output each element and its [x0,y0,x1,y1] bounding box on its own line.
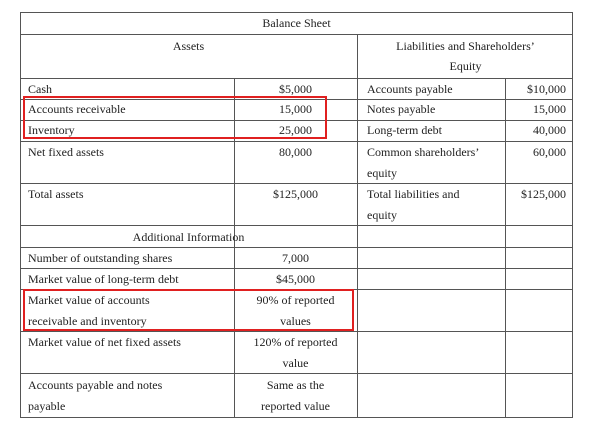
total-liabilities-label-line1: Total liabilities and [367,187,460,201]
highlight-market-value-ar-inventory [23,289,354,331]
additional-value: $45,000 [276,272,315,286]
asset-label: Accounts receivable [28,102,126,116]
liabilities-header-line2: Equity [449,59,482,73]
asset-value: 15,000 [279,102,312,116]
total-liabilities-value: $125,000 [521,187,566,201]
table-title: Balance Sheet [262,16,331,30]
additional-value-line1: 120% of reported [253,335,338,349]
equity-value: 60,000 [533,145,566,159]
grid-line [20,417,573,418]
asset-value: 25,000 [279,123,312,137]
additional-info-header: Additional Information [132,230,245,244]
additional-label-line1: Market value of accounts [28,293,150,307]
balance-sheet-table [20,12,573,418]
grid-line [20,34,573,35]
assets-header: Assets [172,39,205,53]
additional-value-line1: 90% of reported [256,293,335,307]
grid-line [20,12,573,13]
grid-line [20,78,573,79]
grid-line [20,331,573,332]
additional-label: Number of outstanding shares [28,251,173,265]
grid-line [20,247,573,248]
liability-value: $10,000 [527,82,566,96]
liabilities-header-line1: Liabilities and Shareholders’ [396,39,535,53]
additional-value-line1: Same as the [266,378,325,392]
liability-label: Notes payable [367,102,436,116]
additional-value-line2: value [282,356,309,370]
grid-line [357,34,358,418]
additional-label-line2: receivable and inventory [28,314,147,328]
equity-label-line2: equity [367,166,397,180]
total-assets-value: $125,000 [273,187,318,201]
asset-label: Cash [28,82,52,96]
grid-line [20,141,573,142]
liability-label: Long-term debt [367,123,442,137]
grid-line [20,12,21,418]
grid-line [20,225,573,226]
additional-label-line1: Market value of net fixed assets [28,335,181,349]
equity-label-line1: Common shareholders’ [367,145,480,159]
additional-label-line2: payable [28,399,66,413]
total-assets-label: Total assets [28,187,84,201]
liability-label: Accounts payable [367,82,453,96]
asset-label: Inventory [28,123,75,137]
additional-label-line1: Accounts payable and notes [28,378,163,392]
highlight-receivables-inventory [23,96,327,139]
asset-value: 80,000 [279,145,312,159]
grid-line [20,373,573,374]
grid-line [20,183,573,184]
additional-label: Market value of long-term debt [28,272,179,286]
grid-line [20,268,573,269]
asset-value: $5,000 [279,82,312,96]
asset-label: Net fixed assets [28,145,104,159]
liability-value: 15,000 [533,102,566,116]
liability-value: 40,000 [533,123,566,137]
additional-value-line2: reported value [261,399,330,413]
additional-value: 7,000 [282,251,309,265]
additional-value-line2: values [280,314,311,328]
total-liabilities-label-line2: equity [367,208,397,222]
